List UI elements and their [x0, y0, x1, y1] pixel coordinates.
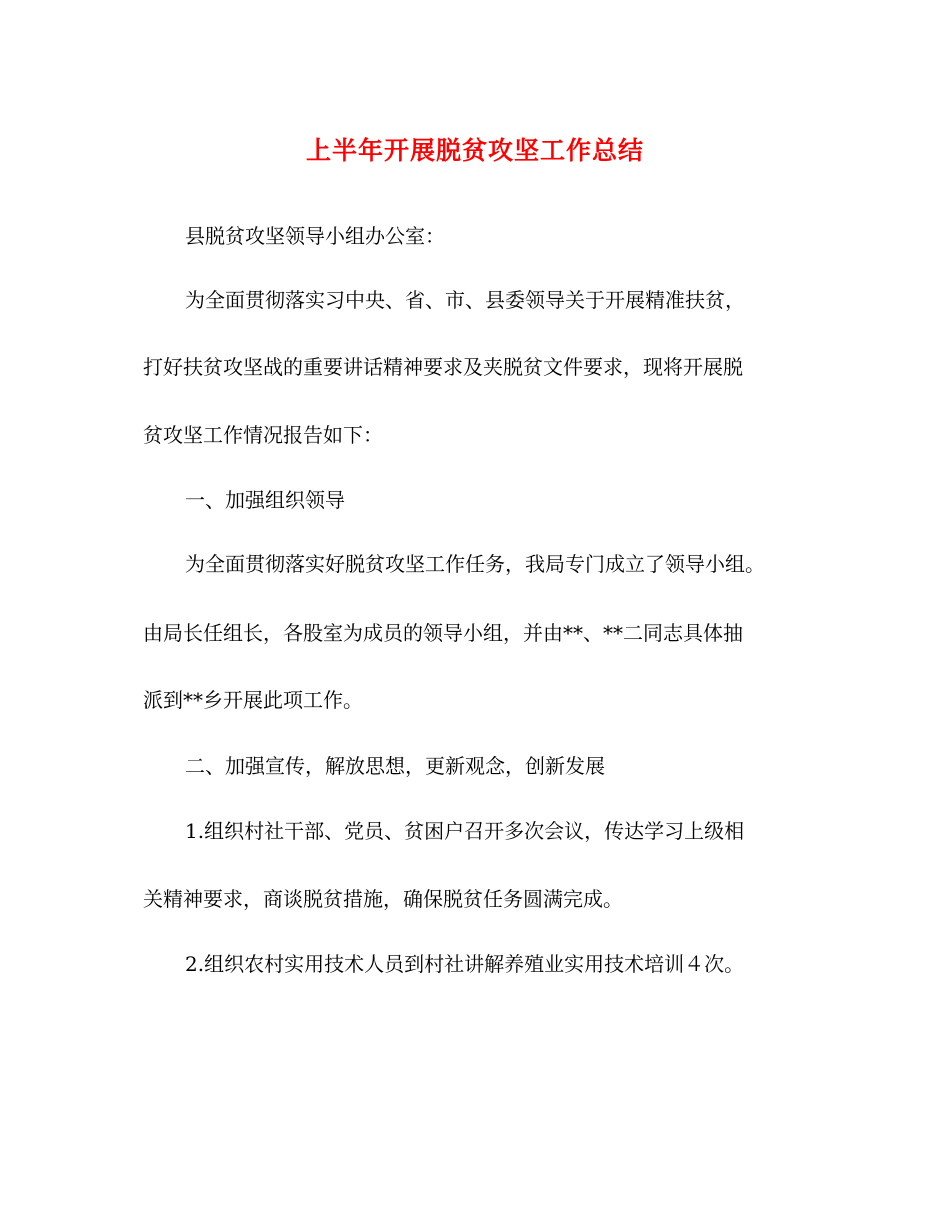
paragraph-line: 为全面贯彻落实习中央、省、市、县委领导关于开展精准扶贫， [185, 288, 745, 312]
paragraph-line: 关精神要求，商谈脱贫措施，确保脱贫任务圆满完成。 [143, 887, 623, 911]
section-heading: 一、加强组织领导 [185, 488, 345, 512]
paragraph-line: 由局长任组长，各股室为成员的领导小组，并由**、**二同志具体抽 [143, 621, 743, 645]
paragraph-line: 派到**乡开展此项工作。 [143, 688, 363, 712]
document-title: 上半年开展脱贫攻坚工作总结 [305, 136, 644, 165]
paragraph-line: 为全面贯彻落实好脱贫攻坚工作任务，我局专门成立了领导小组。 [185, 552, 765, 576]
paragraph-line: 贫攻坚工作情况报告如下： [143, 423, 383, 447]
paragraph-line: 2.组织农村实用技术人员到村社讲解养殖业实用技术培训４次。 [185, 952, 745, 976]
salutation-line: 县脱贫攻坚领导小组办公室： [185, 224, 445, 248]
section-heading: 二、加强宣传，解放思想，更新观念，创新发展 [185, 754, 605, 778]
paragraph-line: 打好扶贫攻坚战的重要讲话精神要求及夹脱贫文件要求，现将开展脱 [143, 355, 743, 379]
paragraph-line: 1.组织村社干部、党员、贫困户召开多次会议，传达学习上级相 [185, 819, 745, 843]
